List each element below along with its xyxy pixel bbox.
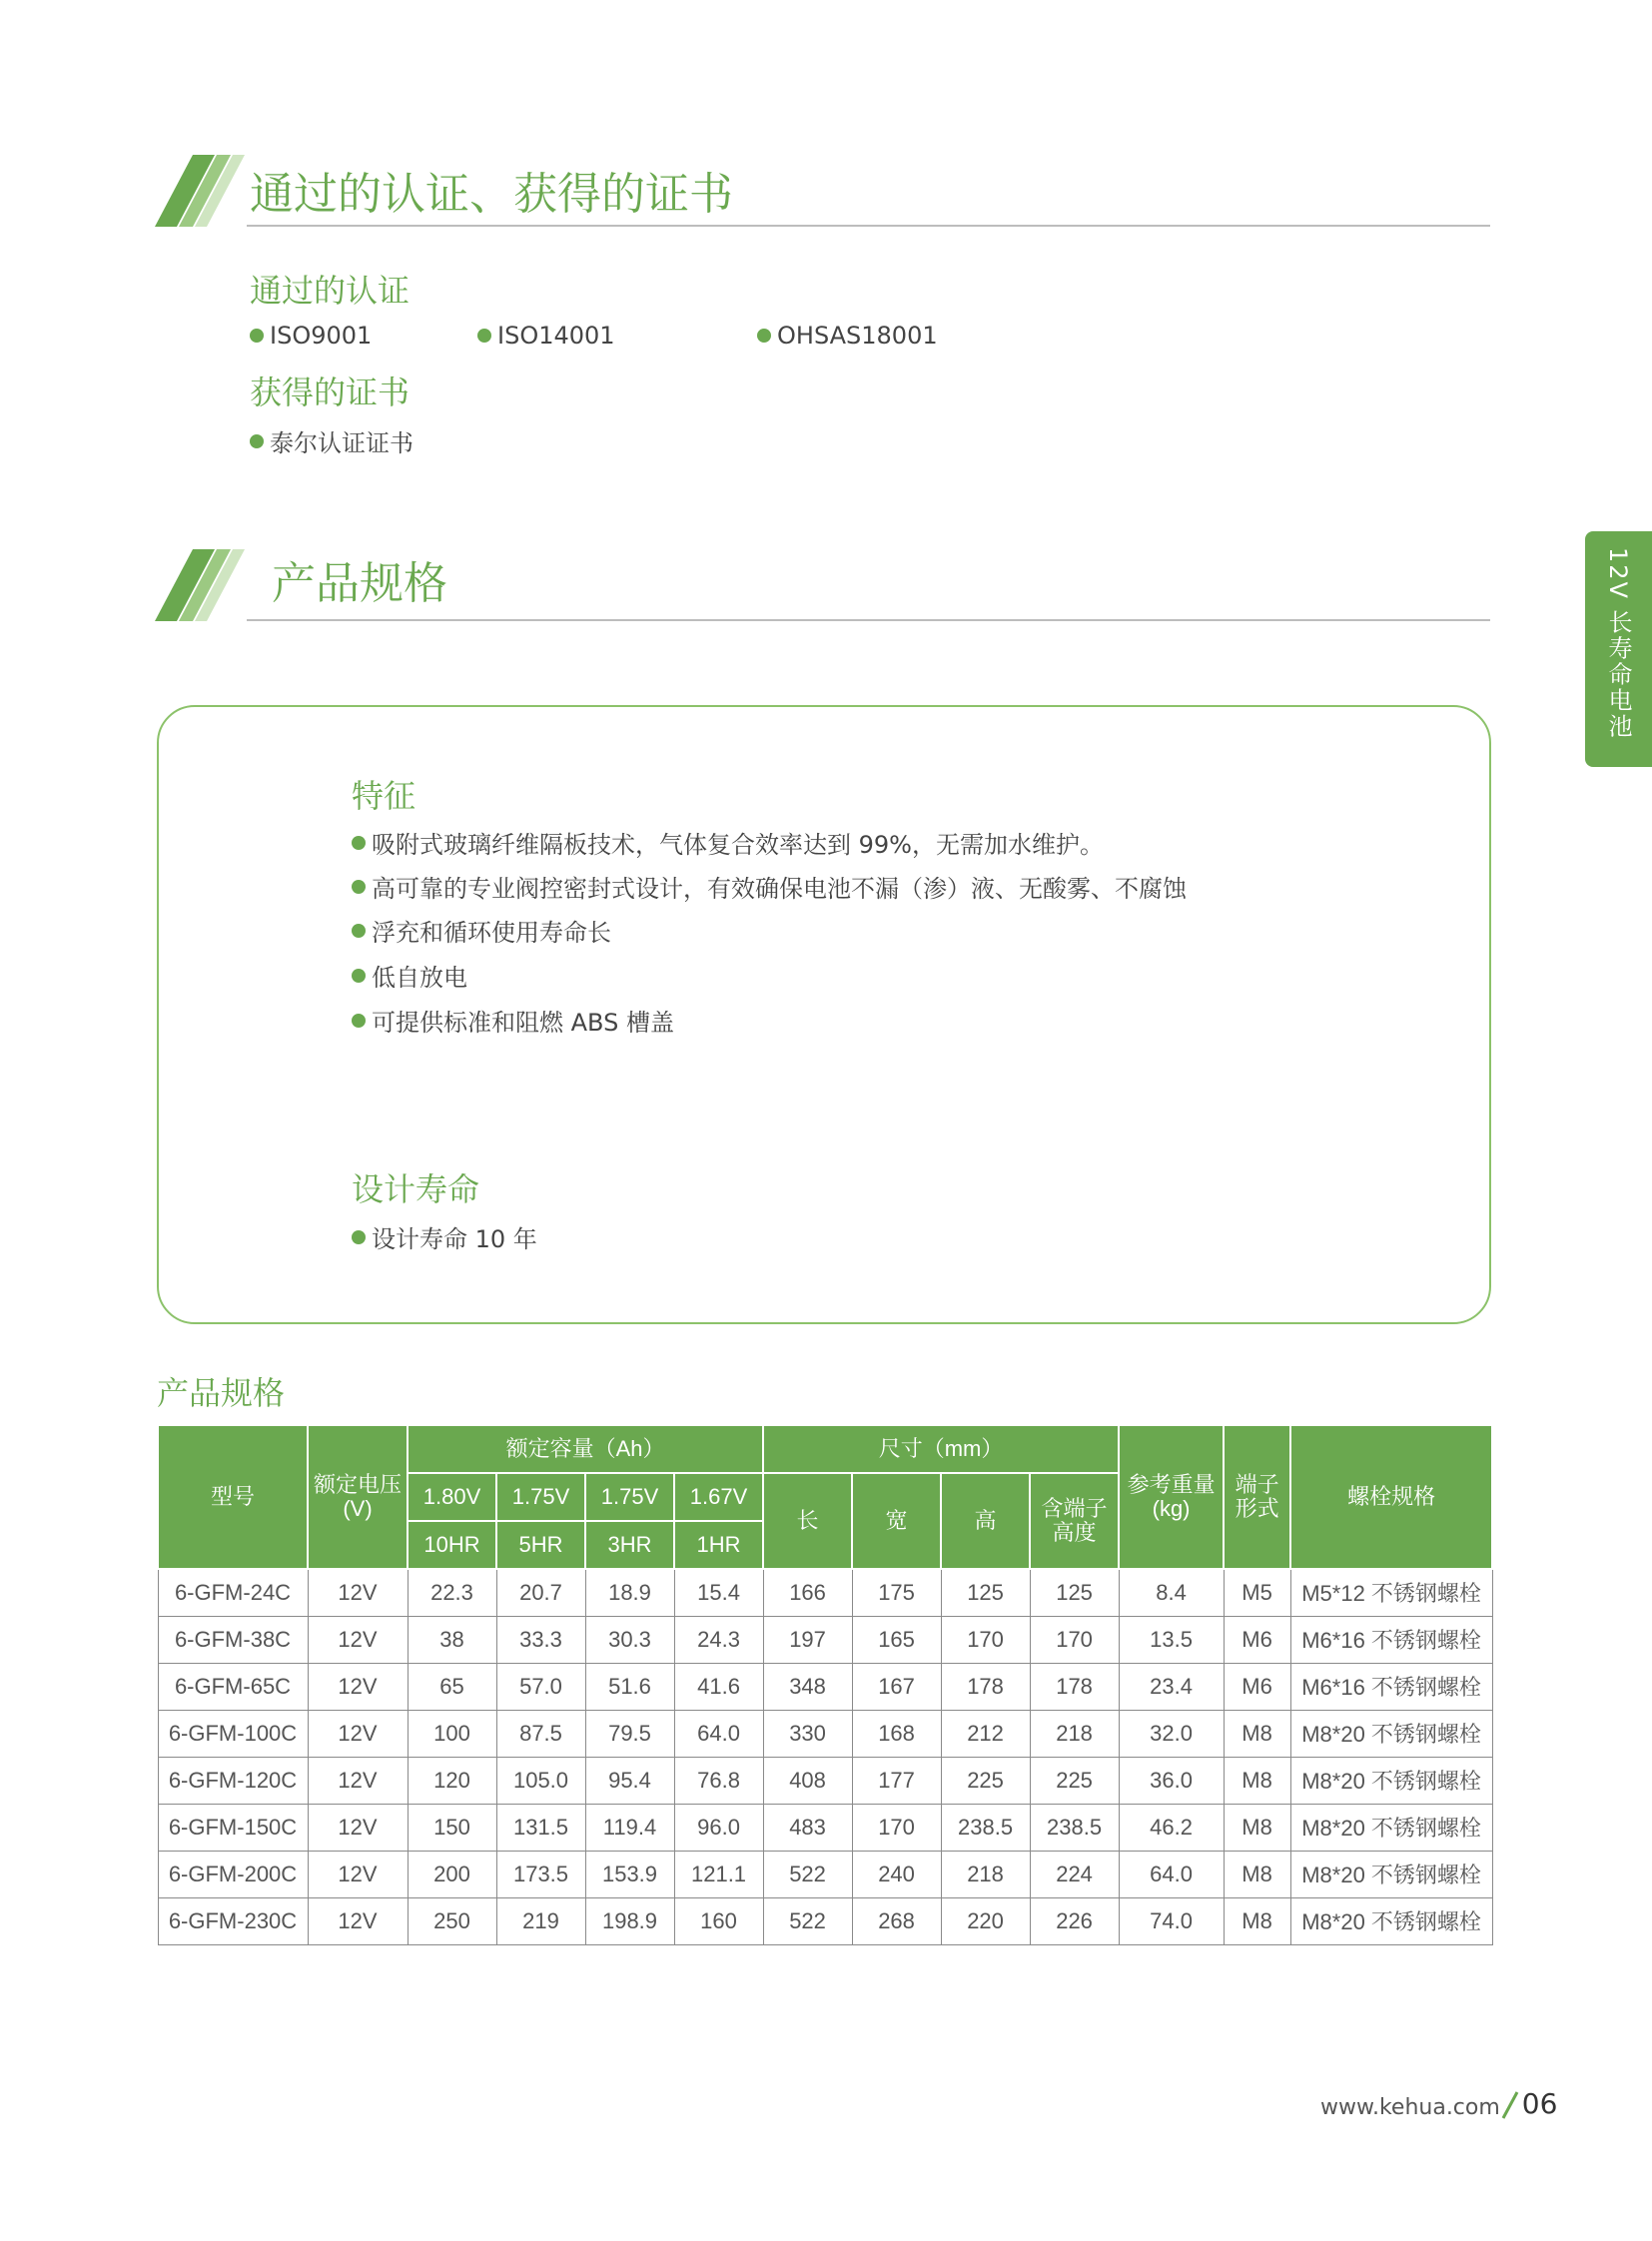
table-cell: 12V bbox=[308, 1851, 408, 1897]
table-cell: 64.0 bbox=[1119, 1851, 1224, 1897]
header-height: 高 bbox=[941, 1473, 1030, 1569]
table-cell: 23.4 bbox=[1119, 1663, 1224, 1710]
table-cell: 24.3 bbox=[674, 1616, 763, 1663]
header-capacity: 额定容量（Ah） bbox=[408, 1425, 763, 1473]
design-life-item: 设计寿命 10 年 bbox=[352, 1219, 537, 1254]
table-cell: 408 bbox=[763, 1757, 852, 1804]
table-cell: 12V bbox=[308, 1897, 408, 1944]
table-cell: 225 bbox=[1030, 1757, 1119, 1804]
table-cell: 65 bbox=[408, 1663, 496, 1710]
table-cell: 131.5 bbox=[496, 1804, 585, 1851]
table-cell: 166 bbox=[763, 1569, 852, 1616]
features-title: 特征 bbox=[352, 777, 416, 815]
header-length: 长 bbox=[763, 1473, 852, 1569]
table-cell: 79.5 bbox=[585, 1710, 674, 1757]
footer bbox=[1320, 2087, 1557, 2120]
bullet-dot-icon bbox=[352, 836, 366, 850]
table-cell: 95.4 bbox=[585, 1757, 674, 1804]
table-title: 产品规格 bbox=[157, 1374, 286, 1412]
table-cell: M6 bbox=[1224, 1663, 1290, 1710]
certifications-divider bbox=[247, 225, 1490, 227]
table-cell: 30.3 bbox=[585, 1616, 674, 1663]
spec-table-body bbox=[158, 1569, 1492, 1945]
spec-table bbox=[157, 1424, 1493, 1945]
table-cell: 125 bbox=[941, 1569, 1030, 1616]
table-row bbox=[158, 1851, 1492, 1897]
bullet-dot-icon bbox=[250, 329, 264, 343]
header-cap-v: 1.80V bbox=[408, 1473, 496, 1521]
bullet-dot-icon bbox=[352, 1014, 366, 1028]
table-cell: 170 bbox=[1030, 1616, 1119, 1663]
table-cell: 238.5 bbox=[1030, 1804, 1119, 1851]
table-cell: M8 bbox=[1224, 1757, 1290, 1804]
table-cell: 12V bbox=[308, 1616, 408, 1663]
header-cap-hr: 3HR bbox=[585, 1521, 674, 1569]
table-cell: 153.9 bbox=[585, 1851, 674, 1897]
table-cell: 12V bbox=[308, 1710, 408, 1757]
header-cap-hr: 10HR bbox=[408, 1521, 496, 1569]
table-cell: M8 bbox=[1224, 1710, 1290, 1757]
passed-certifications-title: 通过的认证 bbox=[250, 272, 411, 310]
table-cell: 225 bbox=[941, 1757, 1030, 1804]
header-voltage: 额定电压(V) bbox=[308, 1425, 408, 1569]
bullet-dot-icon bbox=[757, 329, 771, 343]
table-cell: 167 bbox=[852, 1663, 941, 1710]
table-cell: 76.8 bbox=[674, 1757, 763, 1804]
table-cell: 197 bbox=[763, 1616, 852, 1663]
obtained-certificates-title: 获得的证书 bbox=[250, 374, 411, 411]
table-cell: M8 bbox=[1224, 1804, 1290, 1851]
table-cell: 168 bbox=[852, 1710, 941, 1757]
product-specs-title: 产品规格 bbox=[272, 558, 447, 609]
table-row bbox=[158, 1804, 1492, 1851]
header-width: 宽 bbox=[852, 1473, 941, 1569]
table-cell: 160 bbox=[674, 1897, 763, 1944]
table-cell: 6-GFM-230C bbox=[158, 1897, 308, 1944]
bullet-dot-icon bbox=[352, 1230, 366, 1244]
table-cell: 6-GFM-200C bbox=[158, 1851, 308, 1897]
feature-item: 吸附式玻璃纤维隔板技术，气体复合效率达到 99%，无需加水维护。 bbox=[352, 825, 1104, 860]
table-cell: 224 bbox=[1030, 1851, 1119, 1897]
bullet-dot-icon bbox=[477, 329, 491, 343]
feature-item: 浮充和循环使用寿命长 bbox=[352, 913, 611, 948]
table-cell: 218 bbox=[1030, 1710, 1119, 1757]
table-cell: 330 bbox=[763, 1710, 852, 1757]
header-total-height: 含端子高度 bbox=[1030, 1473, 1119, 1569]
table-cell: 218 bbox=[941, 1851, 1030, 1897]
table-row bbox=[158, 1569, 1492, 1616]
header-weight: 参考重量(kg) bbox=[1119, 1425, 1224, 1569]
table-cell: M8*20 不锈钢螺栓 bbox=[1290, 1710, 1492, 1757]
table-cell: 119.4 bbox=[585, 1804, 674, 1851]
table-cell: M6*16 不锈钢螺栓 bbox=[1290, 1663, 1492, 1710]
side-tab bbox=[1585, 531, 1652, 767]
header-cap-v: 1.75V bbox=[585, 1473, 674, 1521]
table-cell: 200 bbox=[408, 1851, 496, 1897]
cert-item: ISO9001 bbox=[250, 322, 372, 350]
header-cap-hr: 5HR bbox=[496, 1521, 585, 1569]
section-stripe-icon bbox=[155, 155, 247, 227]
table-cell: 6-GFM-120C bbox=[158, 1757, 308, 1804]
footer-url: www.kehua.com bbox=[1320, 2095, 1500, 2120]
table-cell: 268 bbox=[852, 1897, 941, 1944]
table-cell: 212 bbox=[941, 1710, 1030, 1757]
bullet-dot-icon bbox=[250, 434, 264, 448]
header-model: 型号 bbox=[158, 1425, 308, 1569]
slash-icon bbox=[1501, 2090, 1519, 2120]
table-cell: 105.0 bbox=[496, 1757, 585, 1804]
table-cell: 12V bbox=[308, 1804, 408, 1851]
table-cell: M6 bbox=[1224, 1616, 1290, 1663]
table-cell: 219 bbox=[496, 1897, 585, 1944]
header-cap-v: 1.67V bbox=[674, 1473, 763, 1521]
table-cell: 36.0 bbox=[1119, 1757, 1224, 1804]
table-cell: 6-GFM-150C bbox=[158, 1804, 308, 1851]
table-row bbox=[158, 1710, 1492, 1757]
table-cell: 12V bbox=[308, 1663, 408, 1710]
table-cell: M8 bbox=[1224, 1851, 1290, 1897]
table-cell: 178 bbox=[1030, 1663, 1119, 1710]
table-cell: 6-GFM-100C bbox=[158, 1710, 308, 1757]
table-cell: 22.3 bbox=[408, 1569, 496, 1616]
table-cell: 177 bbox=[852, 1757, 941, 1804]
product-specs-divider bbox=[247, 619, 1490, 621]
table-cell: 96.0 bbox=[674, 1804, 763, 1851]
table-cell: 238.5 bbox=[941, 1804, 1030, 1851]
table-cell: 8.4 bbox=[1119, 1569, 1224, 1616]
table-cell: M8*20 不锈钢螺栓 bbox=[1290, 1897, 1492, 1944]
design-life-title: 设计寿命 bbox=[352, 1170, 480, 1208]
cert-item: ISO14001 bbox=[477, 322, 615, 350]
bullet-dot-icon bbox=[352, 969, 366, 983]
table-row bbox=[158, 1616, 1492, 1663]
table-cell: 100 bbox=[408, 1710, 496, 1757]
table-cell: 170 bbox=[941, 1616, 1030, 1663]
table-row bbox=[158, 1757, 1492, 1804]
feature-item: 可提供标准和阻燃 ABS 槽盖 bbox=[352, 1003, 674, 1038]
table-cell: 38 bbox=[408, 1616, 496, 1663]
table-cell: 12V bbox=[308, 1757, 408, 1804]
table-cell: 12V bbox=[308, 1569, 408, 1616]
table-cell: 173.5 bbox=[496, 1851, 585, 1897]
table-cell: 175 bbox=[852, 1569, 941, 1616]
certifications-title: 通过的认证、获得的证书 bbox=[250, 169, 733, 220]
table-cell: M5*12 不锈钢螺栓 bbox=[1290, 1569, 1492, 1616]
page-number: 06 bbox=[1521, 2087, 1558, 2120]
table-cell: 483 bbox=[763, 1804, 852, 1851]
table-cell: M8*20 不锈钢螺栓 bbox=[1290, 1757, 1492, 1804]
bullet-dot-icon bbox=[352, 924, 366, 938]
table-cell: 121.1 bbox=[674, 1851, 763, 1897]
table-cell: 74.0 bbox=[1119, 1897, 1224, 1944]
table-cell: 51.6 bbox=[585, 1663, 674, 1710]
table-cell: 46.2 bbox=[1119, 1804, 1224, 1851]
header-terminal: 端子形式 bbox=[1224, 1425, 1290, 1569]
header-cap-hr: 1HR bbox=[674, 1521, 763, 1569]
table-cell: 6-GFM-24C bbox=[158, 1569, 308, 1616]
table-cell: 198.9 bbox=[585, 1897, 674, 1944]
table-cell: 18.9 bbox=[585, 1569, 674, 1616]
table-cell: 220 bbox=[941, 1897, 1030, 1944]
table-cell: 150 bbox=[408, 1804, 496, 1851]
table-cell: 522 bbox=[763, 1897, 852, 1944]
table-cell: 20.7 bbox=[496, 1569, 585, 1616]
header-dimensions: 尺寸（mm） bbox=[763, 1425, 1119, 1473]
cert-item: OHSAS18001 bbox=[757, 322, 938, 350]
table-cell: 57.0 bbox=[496, 1663, 585, 1710]
header-bolt: 螺栓规格 bbox=[1290, 1425, 1492, 1569]
table-cell: 32.0 bbox=[1119, 1710, 1224, 1757]
table-cell: 165 bbox=[852, 1616, 941, 1663]
section-stripe-icon bbox=[155, 549, 247, 621]
table-cell: M8 bbox=[1224, 1897, 1290, 1944]
header-cap-v: 1.75V bbox=[496, 1473, 585, 1521]
table-cell: M8*20 不锈钢螺栓 bbox=[1290, 1851, 1492, 1897]
table-cell: 522 bbox=[763, 1851, 852, 1897]
table-row bbox=[158, 1897, 1492, 1944]
bullet-dot-icon bbox=[352, 880, 366, 894]
table-cell: M8*20 不锈钢螺栓 bbox=[1290, 1804, 1492, 1851]
feature-item: 低自放电 bbox=[352, 958, 467, 993]
feature-item: 高可靠的专业阀控密封式设计，有效确保电池不漏（渗）液、无酸雾、不腐蚀 bbox=[352, 869, 1187, 904]
table-row bbox=[158, 1663, 1492, 1710]
table-cell: 33.3 bbox=[496, 1616, 585, 1663]
certificate-item: 泰尔认证证书 bbox=[250, 423, 413, 458]
table-cell: M6*16 不锈钢螺栓 bbox=[1290, 1616, 1492, 1663]
table-cell: 348 bbox=[763, 1663, 852, 1710]
table-cell: 13.5 bbox=[1119, 1616, 1224, 1663]
table-cell: 125 bbox=[1030, 1569, 1119, 1616]
table-cell: 41.6 bbox=[674, 1663, 763, 1710]
table-cell: 178 bbox=[941, 1663, 1030, 1710]
table-cell: 170 bbox=[852, 1804, 941, 1851]
table-cell: 250 bbox=[408, 1897, 496, 1944]
table-cell: 240 bbox=[852, 1851, 941, 1897]
table-cell: M5 bbox=[1224, 1569, 1290, 1616]
table-cell: 6-GFM-65C bbox=[158, 1663, 308, 1710]
table-cell: 64.0 bbox=[674, 1710, 763, 1757]
side-tab-label: 12V 长寿命电池 bbox=[1604, 547, 1632, 740]
table-cell: 87.5 bbox=[496, 1710, 585, 1757]
table-cell: 120 bbox=[408, 1757, 496, 1804]
table-cell: 15.4 bbox=[674, 1569, 763, 1616]
table-cell: 226 bbox=[1030, 1897, 1119, 1944]
table-cell: 6-GFM-38C bbox=[158, 1616, 308, 1663]
